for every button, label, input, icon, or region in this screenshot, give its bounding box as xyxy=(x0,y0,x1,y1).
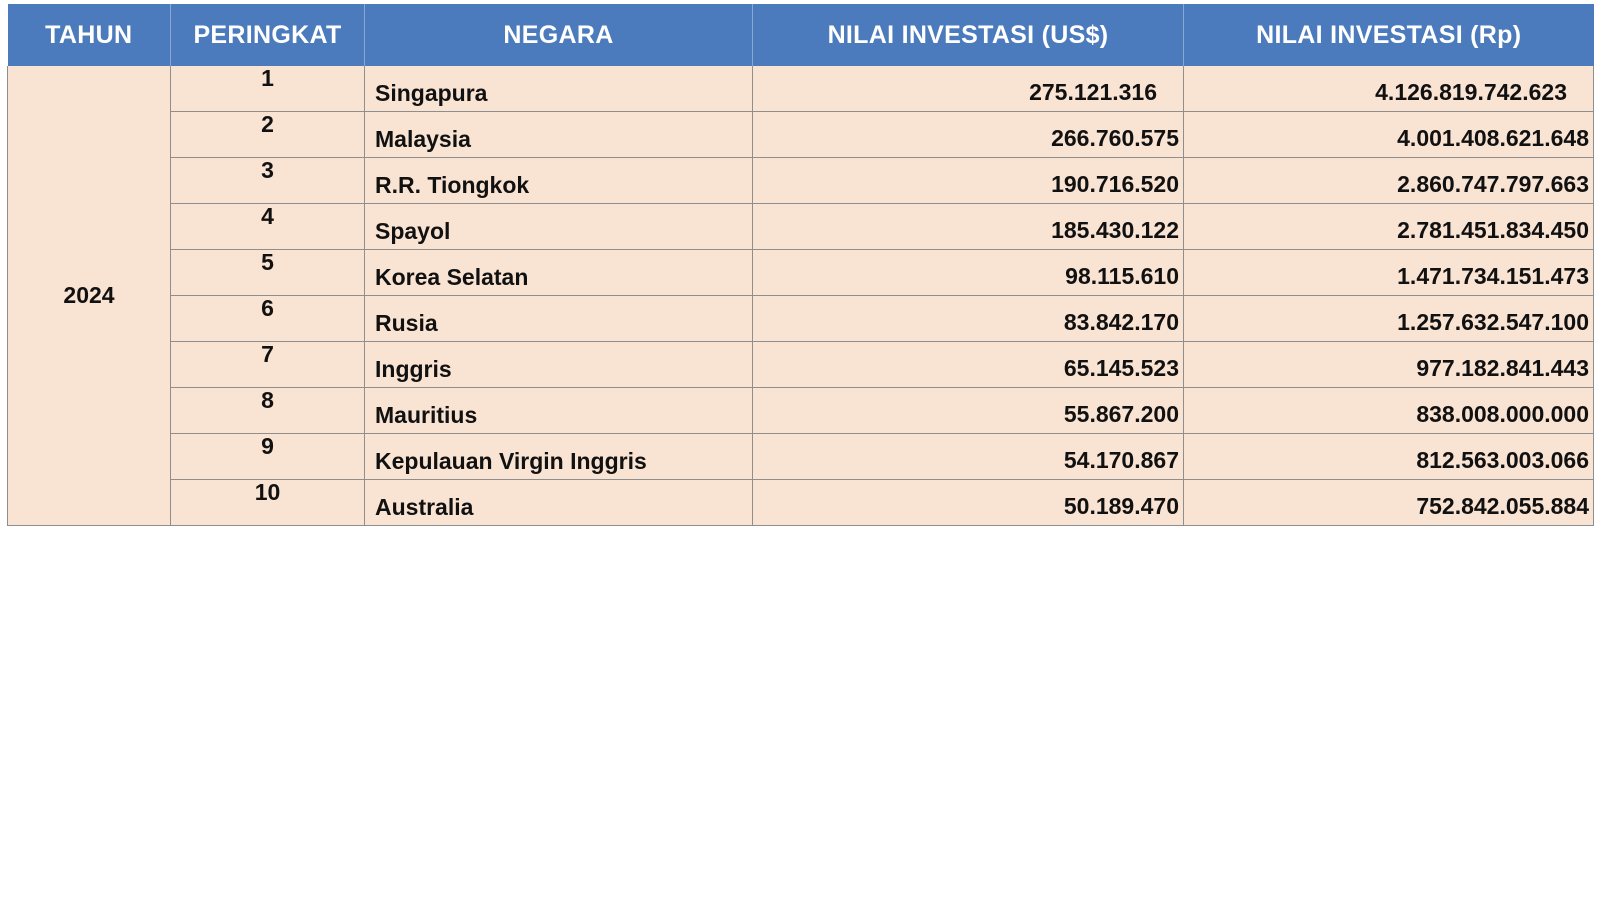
rank-cell: 7 xyxy=(171,342,365,388)
country-cell: Australia xyxy=(365,480,753,526)
usd-value-cell: 83.842.170 xyxy=(753,296,1184,342)
rp-value-cell: 752.842.055.884 xyxy=(1184,480,1594,526)
table-row xyxy=(8,66,1594,112)
rp-value-cell: 1.471.734.151.473 xyxy=(1184,250,1594,296)
table-row xyxy=(8,296,1594,342)
rank-cell: 10 xyxy=(171,480,365,526)
table-body xyxy=(8,66,1594,526)
rp-value-cell: 977.182.841.443 xyxy=(1184,342,1594,388)
rank-cell: 8 xyxy=(171,388,365,434)
country-cell: Spayol xyxy=(365,204,753,250)
country-cell: Malaysia xyxy=(365,112,753,158)
rp-value-cell: 2.860.747.797.663 xyxy=(1184,158,1594,204)
usd-value-cell: 266.760.575 xyxy=(753,112,1184,158)
usd-value-cell: 190.716.520 xyxy=(753,158,1184,204)
table-row xyxy=(8,388,1594,434)
usd-value-cell: 185.430.122 xyxy=(753,204,1184,250)
rp-value-cell: 1.257.632.547.100 xyxy=(1184,296,1594,342)
rank-cell: 5 xyxy=(171,250,365,296)
table-header xyxy=(8,4,1594,66)
table-row xyxy=(8,250,1594,296)
country-cell: Kepulauan Virgin Inggris xyxy=(365,434,753,480)
table-row xyxy=(8,480,1594,526)
rp-value-cell: 812.563.003.066 xyxy=(1184,434,1594,480)
rank-cell: 2 xyxy=(171,112,365,158)
rp-value-cell: 2.781.451.834.450 xyxy=(1184,204,1594,250)
table-row xyxy=(8,158,1594,204)
country-cell: Korea Selatan xyxy=(365,250,753,296)
country-cell: Inggris xyxy=(365,342,753,388)
rp-value-cell: 838.008.000.000 xyxy=(1184,388,1594,434)
year-cell: 2024 xyxy=(8,66,171,526)
usd-value-cell: 55.867.200 xyxy=(753,388,1184,434)
country-cell: R.R. Tiongkok xyxy=(365,158,753,204)
header-rp: NILAI INVESTASI (Rp) xyxy=(1184,4,1594,66)
header-usd: NILAI INVESTASI (US$) xyxy=(753,4,1184,66)
rank-cell: 3 xyxy=(171,158,365,204)
header-year: TAHUN xyxy=(8,4,171,66)
country-cell: Rusia xyxy=(365,296,753,342)
rp-value-cell: 4.126.819.742.623 xyxy=(1184,66,1594,112)
table-row xyxy=(8,434,1594,480)
country-cell: Singapura xyxy=(365,66,753,112)
header-row xyxy=(8,4,1594,66)
usd-value-cell: 50.189.470 xyxy=(753,480,1184,526)
header-rank: PERINGKAT xyxy=(171,4,365,66)
rank-cell: 6 xyxy=(171,296,365,342)
table-row xyxy=(8,204,1594,250)
country-cell: Mauritius xyxy=(365,388,753,434)
header-country: NEGARA xyxy=(365,4,753,66)
usd-value-cell: 54.170.867 xyxy=(753,434,1184,480)
investment-table-container xyxy=(7,4,1593,526)
rank-cell: 9 xyxy=(171,434,365,480)
usd-value-cell: 98.115.610 xyxy=(753,250,1184,296)
rank-cell: 4 xyxy=(171,204,365,250)
rank-cell: 1 xyxy=(171,66,365,112)
table-row xyxy=(8,342,1594,388)
table-row xyxy=(8,112,1594,158)
usd-value-cell: 65.145.523 xyxy=(753,342,1184,388)
usd-value-cell: 275.121.316 xyxy=(753,66,1184,112)
investment-table xyxy=(7,4,1594,526)
rp-value-cell: 4.001.408.621.648 xyxy=(1184,112,1594,158)
